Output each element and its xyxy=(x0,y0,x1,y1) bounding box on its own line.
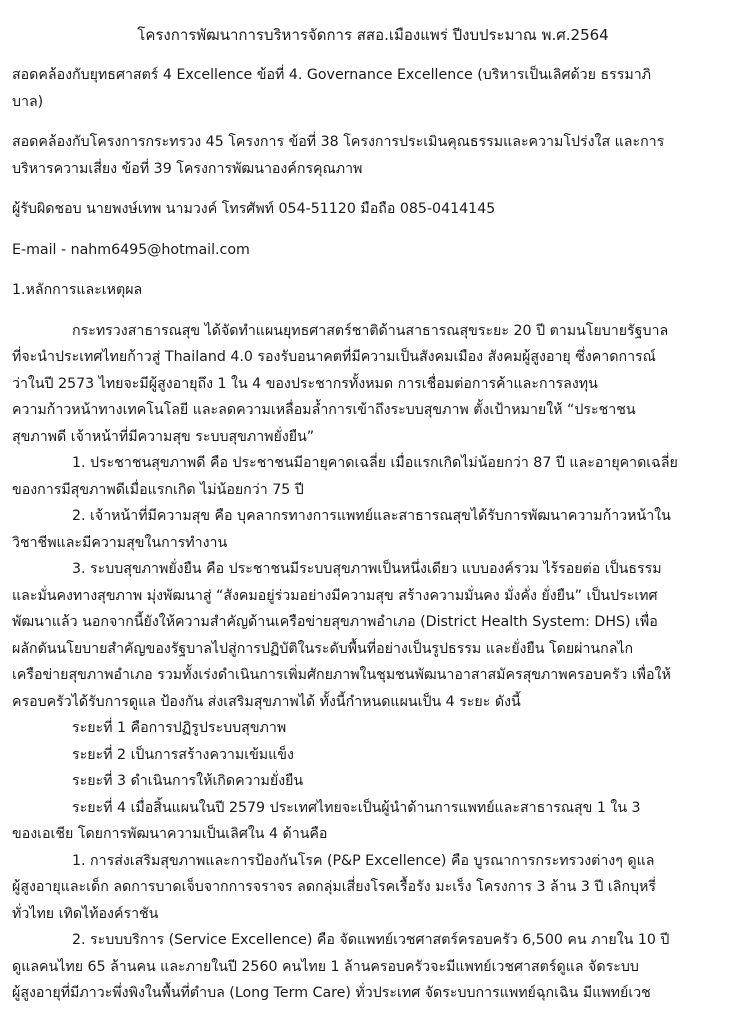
paragraph-line: ของการมีสุขภาพดีเมื่อแรกเกิด ไม่น้อยกว่า 75 ปี xyxy=(12,481,304,498)
paragraph-line: ครอบครัวได้รับการดูแล ป้องกัน ส่งเสริมสุขภาพได้ ทั้งนี้กำหนดแผนเป็น 4 ระยะ ดังนี้ xyxy=(12,693,521,710)
strategy-alignment xyxy=(12,62,716,115)
contact-email xyxy=(12,237,716,264)
goal-item-2 xyxy=(12,503,716,556)
phase-4 xyxy=(12,795,716,848)
section-heading: 1.หลักการและเหตุผล xyxy=(12,282,143,298)
ministry-line: บริหารความเสี่ยง ข้อที่ 39 โครงการพัฒนาองค์กรคุณภาพ xyxy=(12,160,363,177)
strategy-line: บาล) xyxy=(12,93,44,110)
excellence-item-1 xyxy=(12,848,716,928)
phase-item: ระยะที่ 1 คือการปฏิรูประบบสุขภาพ xyxy=(72,720,287,736)
paragraph-line: 1. ประชาชนสุขภาพดี คือ ประชาชนมีอายุคาดเฉลี่ย เมื่อแรกเกิดไม่น้อยกว่า 87 ปี และอายุคาดเฉลี่ย xyxy=(72,455,678,471)
paragraph-line: 2. ระบบบริการ (Service Excellence) คือ จัดแพทย์เวชศาสตร์ครอบครัว 6,500 คน ภายใน 10 ปี xyxy=(72,932,670,948)
paragraph-line: วิชาชีพและมีความสุขในการทำงาน xyxy=(12,534,228,551)
paragraph-line: ผลักดันนโยบายสำคัญของรัฐบาลไปสู่การปฏิบัติในระดับพื้นที่อย่างเป็นรูปธรรม และยั่งยืน โดยผ่านกลไก xyxy=(12,640,634,657)
section-1 xyxy=(12,277,716,1007)
responsible-line: ผู้รับผิดชอบ นายพงษ์เทพ นามวงค์ โทรศัพท์ 054-51120 มือถือ 085-0414145 xyxy=(12,201,496,217)
paragraph-line: พัฒนาแล้ว นอกจากนี้ยังให้ความสำคัญด้านเครือข่ายสุขภาพอำเภอ (District Health System: DHS) เพื่อ xyxy=(12,614,658,630)
paragraph-line: ของเอเชีย โดยการพัฒนาความเป็นเลิศใน 4 ด้านคือ xyxy=(12,826,328,842)
paragraph-line: กระทรวงสาธารณสุข ได้จัดทำแผนยุทธศาสตร์ชาติด้านสาธารณสุขระยะ 20 ปี ตามนโยบายรัฐบาล xyxy=(72,322,669,339)
paragraph-line: 3. ระบบสุขภาพยั่งยืน คือ ประชาชนมีระบบสุขภาพเป็นหนึ่งเดียว แบบองค์รวม ไร้รอยต่อ เป็นธรรม xyxy=(72,561,662,577)
paragraph-line: สุขภาพดี เจ้าหน้าที่มีความสุข ระบบสุขภาพยั่งยืน” xyxy=(12,428,315,445)
responsible-person xyxy=(12,196,716,223)
paragraph-line: เครือข่ายสุขภาพอำเภอ รวมทั้งเร่งดำเนินการเพิ่มศักยภาพในชุมชนพัฒนาอาสาสมัครสุขภาพครอบครัว เพื่อให้ xyxy=(12,667,671,683)
paragraph-line: ที่จะนำประเทศไทยก้าวสู่ Thailand 4.0 รองรับอนาคตที่มีความเป็นสังคมเมือง สังคมผู้สูงอายุ ซึ่งคาดการณ์ xyxy=(12,349,656,365)
paragraph-line: ระยะที่ 4 เมื่อสิ้นแผนในปี 2579 ประเทศไทยจะเป็นผู้นำด้านการแพทย์และสาธารณสุข 1 ใน 3 xyxy=(72,799,641,816)
paragraph-line: ทั่วไทย เทิดไท้องค์ราชัน xyxy=(12,905,159,922)
paragraph-line: และมั่นคงทางสุขภาพ มุ่งพัฒนาสู่ “สังคมอยู่ร่วมอย่างมีความสุข สร้างความมั่นคง มั่งคั่ง ยั่งยืน” เป็นประเทศ xyxy=(12,587,658,604)
phase-item: ระยะที่ 3 ดำเนินการให้เกิดความยั่งยืน xyxy=(72,773,304,789)
paragraph-line: 2. เจ้าหน้าที่มีความสุข คือ บุคลากรทางการแพทย์และสาธารณสุขได้รับการพัฒนาความก้าวหน้าใน xyxy=(72,508,671,524)
ministry-line: สอดคล้องกับโครงการกระทรวง 45 โครงการ ข้อที่ 38 โครงการประเมินคุณธรรมและความโปร่งใส และการ xyxy=(12,134,665,150)
document-title: โครงการพัฒนาการบริหารจัดการ สสอ.เมืองแพร่ ปีงบประมาณ พ.ศ.2564 xyxy=(137,26,609,44)
phase-item: ระยะที่ 2 เป็นการสร้างความเข้มแข็ง xyxy=(72,746,294,763)
rationale-paragraph xyxy=(12,318,716,451)
paragraph-line: 1. การส่งเสริมสุขภาพและการป้องกันโรค (P&P Excellence) คือ บูรณาการกระทรวงต่างๆ ดูแล xyxy=(72,852,655,869)
email-line: E-mail - nahm6495@hotmail.com xyxy=(12,241,250,258)
paragraph-line: ผู้สูงอายุที่มีภาวะพึ่งพิงในพื้นที่ตำบล (Long Term Care) ทั่วประเทศ จัดระบบการแพทย์ฉุกเฉิน มีแพทย์เวช xyxy=(12,985,651,1001)
ministry-alignment xyxy=(12,129,716,182)
excellence-item-2 xyxy=(12,927,716,1007)
strategy-line: สอดคล้องกับยุทธศาสตร์ 4 Excellence ข้อที่ 4. Governance Excellence (บริหารเป็นเลิศด้วย ธรรมาภิ xyxy=(12,67,652,83)
phase-list xyxy=(12,715,716,795)
paragraph-line: ความก้าวหน้าทางเทคโนโลยี และลดความเหลื่อมล้ำการเข้าถึงระบบสุขภาพ ตั้งเป้าหมายให้ “ประชาชน xyxy=(12,402,636,418)
paragraph-line: ผู้สูงอายุและเด็ก ลดการบาดเจ็บจากการจราจร ลดกลุ่มเสี่ยงโรคเรื้อรัง มะเร็ง โครงการ 3 ล้าน 3 ปี เลิกบุหรี่ xyxy=(12,879,657,895)
paragraph-line: ว่าในปี 2573 ไทยจะมีผู้สูงอายุถึง 1 ใน 4 ของประชากรทั้งหมด การเชื่อมต่อการค้าและการลงทุน xyxy=(12,375,598,392)
goal-item-3 xyxy=(12,556,716,715)
goal-item-1 xyxy=(12,450,716,503)
paragraph-line: ดูแลคนไทย 65 ล้านคน และภายในปี 2560 คนไทย 1 ล้านครอบครัวจะมีแพทย์เวชศาสตร์ดูแล จัดระบบ xyxy=(12,958,639,975)
